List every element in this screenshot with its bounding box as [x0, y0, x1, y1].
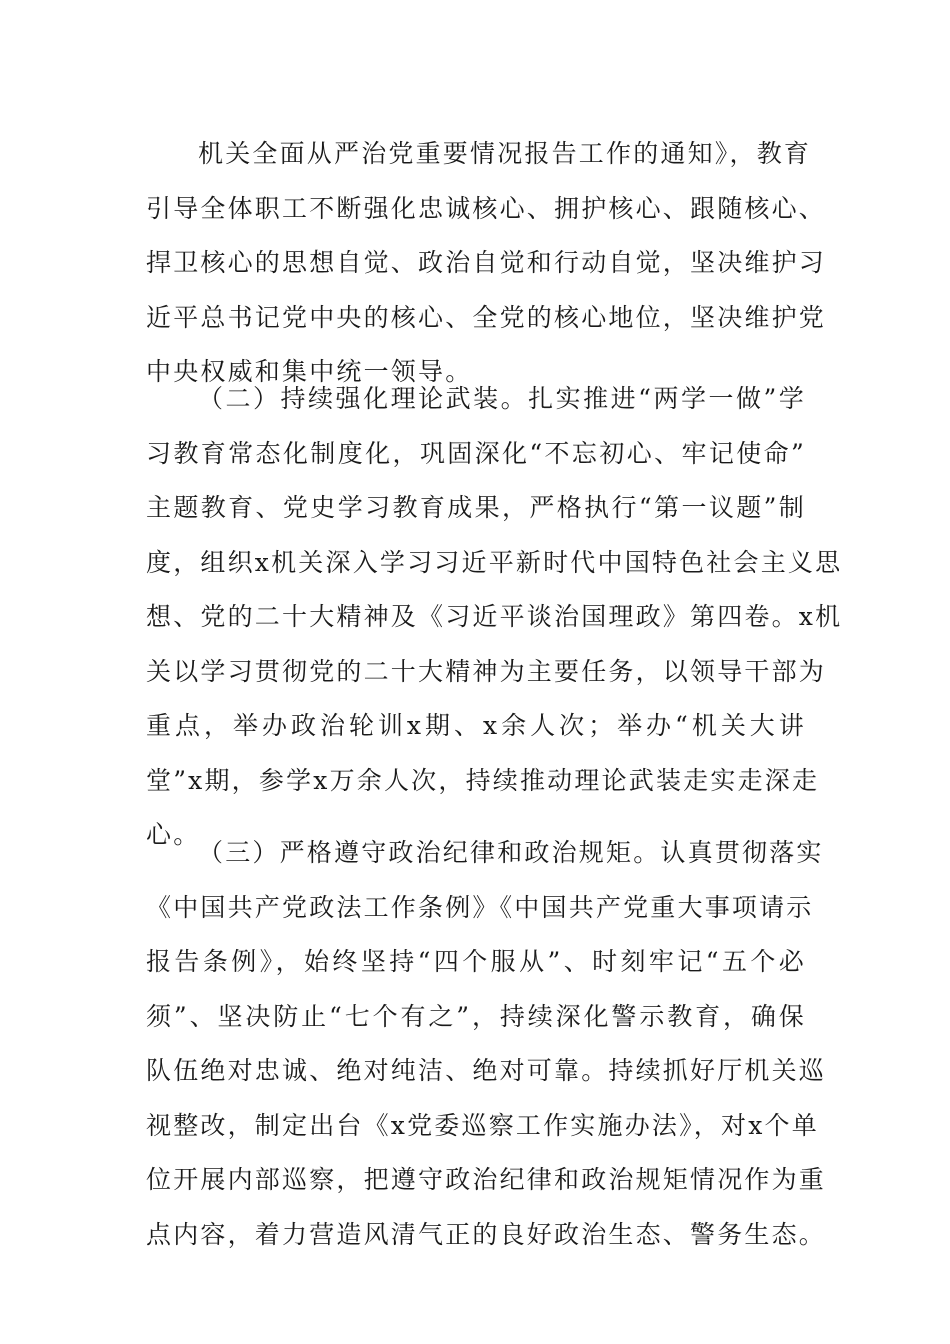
paragraph-line: （三）严格遵守政治纪律和政治规矩。认真贯彻落实 — [198, 838, 824, 867]
paragraph-line: 习教育常态化制度化，巩固深化“不忘初心、牢记使命” — [146, 438, 806, 468]
paragraph-line: 想、党的二十大精神及《习近平谈治国理政》第四卷。x机 — [146, 602, 843, 631]
paragraph-line: 位开展内部巡察，把遵守政治纪律和政治规矩情况作为重 — [146, 1165, 827, 1194]
paragraph-line: 队伍绝对忠诚、绝对纯洁、绝对可靠。持续抓好厅机关巡 — [146, 1056, 827, 1085]
paragraph-line: 视整改，制定出台《x党委巡察工作实施办法》，对x个单 — [146, 1110, 819, 1140]
paragraph-line: 引导全体职工不断强化忠诚核心、拥护核心、跟随核心、 — [146, 193, 827, 223]
paragraph-line: 心。 — [146, 820, 201, 849]
paragraph-line: 重点，举办政治轮训x期、x余人次；举办“机关大讲 — [146, 711, 806, 740]
paragraph-line: 近平总书记党中央的核心、全党的核心地位，坚决维护党 — [146, 302, 827, 332]
paragraph-line: 《中国共产党政法工作条例》《中国共产党重大事项请示 — [146, 892, 814, 922]
paragraph-line: 机关全面从严治党重要情况报告工作的通知》，教育 — [198, 139, 812, 168]
paragraph-line: 捍卫核心的思想自觉、政治自觉和行动自觉，坚决维护习 — [146, 248, 827, 277]
paragraph-line: 度，组织x机关深入学习习近平新时代中国特色社会主义思 — [146, 547, 843, 577]
paragraph-line: 关以学习贯彻党的二十大精神为主要任务，以领导干部为 — [146, 656, 827, 686]
paragraph-line: 点内容，着力营造风清气正的良好政治生态、警务生态。 — [146, 1219, 827, 1249]
paragraph-line: 堂”x期，参学x万余人次，持续推动理论武装走实走深走 — [146, 765, 820, 795]
paragraph-line: 中央权威和集中统一领导。 — [146, 357, 473, 386]
paragraph-3 — [146, 826, 827, 1262]
paragraph-1 — [146, 127, 827, 400]
paragraph-line: 须”、坚决防止“七个有之”，持续深化警示教育，确保 — [146, 1001, 806, 1031]
paragraph-line: 主题教育、党史学习教育成果，严格执行“第一议题”制 — [146, 493, 806, 522]
paragraph-2 — [146, 372, 843, 863]
paragraph-line: （二）持续强化理论武装。扎实推进“两学一做”学 — [198, 384, 806, 413]
paragraph-line: 报告条例》，始终坚持“四个服从”、时刻牢记“五个必 — [146, 947, 806, 976]
